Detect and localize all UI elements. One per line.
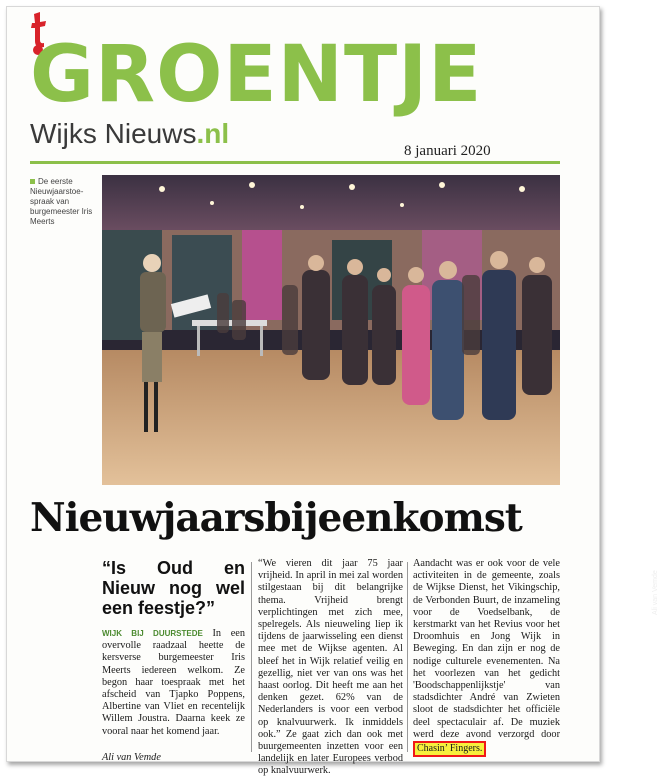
column-1-text: In een overvolle raadzaal heette de kersverse burgemeester Iris Meerts iedereen welkom. Ze begon haar toespraak met het afscheid van Tjapko Poppens, Albertine van Vliet en recentelijk Willem Joustra. Daarna keek ze vooral naar het komend jaar. bbox=[102, 628, 245, 737]
issue-date: 8 januari 2020 bbox=[404, 143, 491, 159]
column-divider bbox=[407, 562, 408, 752]
photo-caption-text: De eerste Nieuwjaarstoe-spraak van burgemeester Iris Meerts bbox=[30, 177, 93, 226]
masthead-divider bbox=[30, 161, 560, 164]
article-column-2 bbox=[258, 558, 403, 778]
article-headline: Nieuwjaarsbijeenkomst bbox=[30, 495, 522, 541]
masthead-title: GROENTJE bbox=[30, 30, 483, 120]
subtitle-tld: .nl bbox=[196, 118, 230, 149]
caption-bullet-icon bbox=[30, 179, 35, 184]
article-column-1 bbox=[102, 558, 245, 764]
column-divider bbox=[251, 562, 252, 752]
masthead-subtitle bbox=[30, 118, 229, 150]
dateline: WIJK BIJ DUURSTEDE bbox=[102, 629, 203, 638]
article-pull-quote: “Is Oud en Nieuw nog wel een feestje?” bbox=[102, 558, 245, 618]
photo-caption bbox=[30, 177, 100, 227]
highlighted-band-name: Chasin’ Fingers. bbox=[413, 741, 486, 757]
column-2-text: “We vieren dit jaar 75 jaar vrijheid. In april in mei zal worden stilgestaan bij dit belangrijke thema. Vrijheid brengt verplichtingen met zich mee, spelregels. Als nieuweling liep ik tijdens de jaarwisseling een dienst mee met de Wijkse agenten. Al bleef het in Wijk relatief veilig en gezellig, niet ver van ons was het haast oorlog. Dit heeft me aan het denken gezet. 62% van de Nederlanders is voor een verbod op knalvuurwerk. Ik inmiddels ook.” Ze gaat zich dan ook met buurgemeenten inzetten voor een landelijk en later Europees verbod op knalvuurwerk. bbox=[258, 558, 403, 777]
photo-credit: Ali van Vemde bbox=[652, 570, 659, 615]
column-3-text: Aandacht was er ook voor de vele activiteiten in de gemeente, zoals de Wijkse Dienst, het Vikingschip, de Verbonden Buurt, de inzameling voor de Voedselbank, de kerstmarkt van het Revius voor het Droomhuis en Jong Wijk in Beweging. En dan zijn er nog de nodige culturele evenementen. Na het voorlezen van het gedicht 'Boodschappenlijkstje' van stadsdichter André van Zwieten sloot de stadsdichter het officiële deel spectaculair af. De muziek werd deze avond verzorgd door bbox=[413, 558, 560, 740]
subtitle-main: Wijks Nieuws bbox=[30, 118, 197, 149]
article-author: Ali van Vemde bbox=[102, 751, 161, 763]
event-photo-illustration bbox=[102, 175, 560, 485]
article-column-3 bbox=[413, 558, 560, 757]
article-lead-paragraph bbox=[102, 628, 245, 738]
